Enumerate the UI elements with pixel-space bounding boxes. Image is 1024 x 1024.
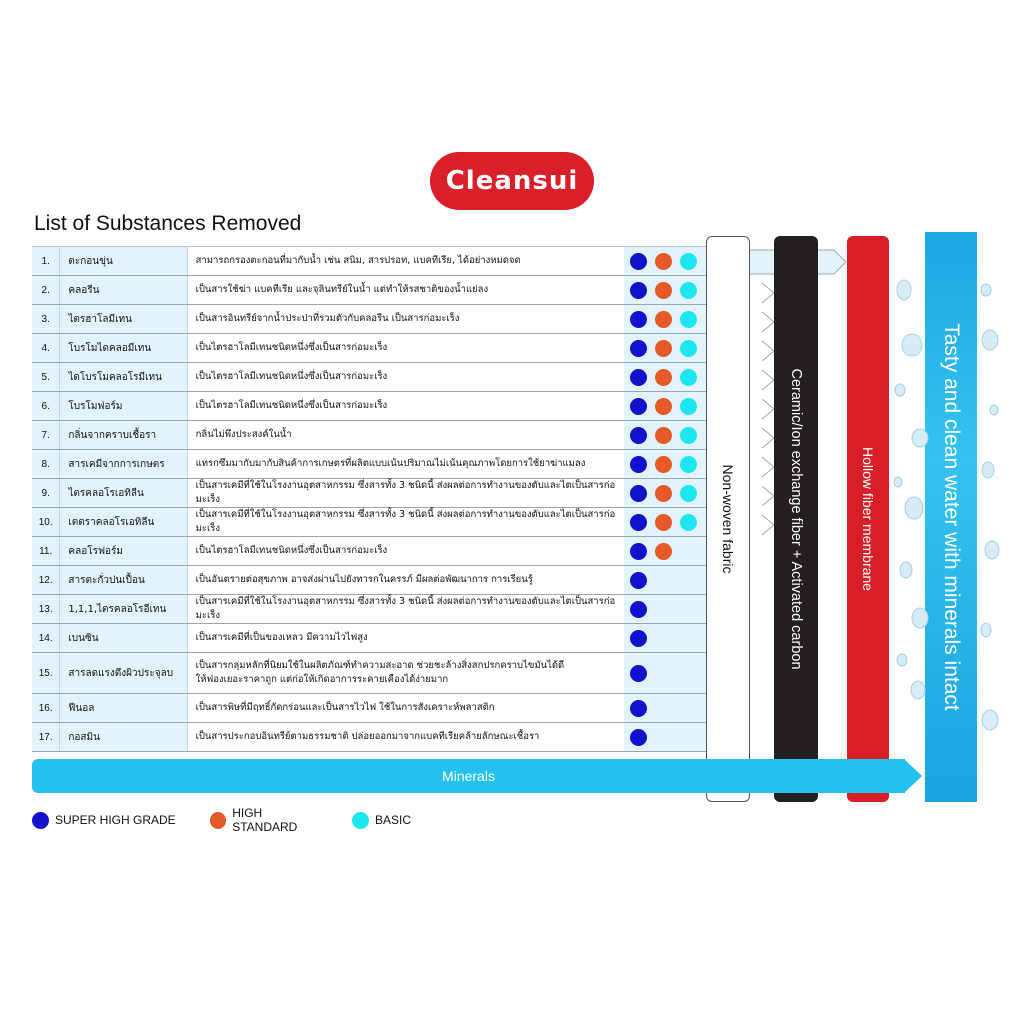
row-chevron <box>762 515 774 535</box>
substance-name: คลอโรฟอร์ม <box>60 537 187 565</box>
substance-name: กอสมิน <box>60 723 187 751</box>
substance-name: ตะกอนขุ่น <box>60 247 187 275</box>
substance-description: เป็นสารเคมีที่ใช้ในโรงงานอุตสาหกรรม ซึ่งสารทั้ง 3 ชนิดนี้ ส่งผลต่อการทำงานของตับและไตเป็นสารก่อมะเร็ง <box>188 479 624 507</box>
description-line-2: ให้ฟองเยอะราคาถูก แต่ก่อให้เกิดอาการระคายเคืองได้ง่ายมาก <box>195 674 449 685</box>
substance-name: ไดโบรโมคลอโรมีเทน <box>60 363 187 391</box>
substance-description: เป็นไตรฮาโลมีเทนชนิดหนึ่งซึ่งเป็นสารก่อมะเร็ง <box>188 392 624 420</box>
basic-grade-dot <box>680 340 697 357</box>
grade-dots <box>624 508 706 536</box>
minerals-flow-bar: Minerals <box>32 759 905 793</box>
high-grade-dot <box>655 456 672 473</box>
basic-grade-dot <box>680 456 697 473</box>
substance-name: กลิ่นจากคราบเชื้อรา <box>60 421 187 449</box>
row-number: 8. <box>32 450 60 478</box>
row-number: 14. <box>32 624 60 652</box>
basic-grade-dot <box>680 282 697 299</box>
substance-name: เตตราคลอโรเอทิลีน <box>60 508 187 536</box>
super-grade-dot <box>630 485 647 502</box>
row-number: 9. <box>32 479 60 507</box>
grade-dots <box>624 566 706 594</box>
substance-description: เป็นสารอินทรีย์จากน้ำประปาที่รวมตัวกับคลอรีน เป็นสารก่อมะเร็ง <box>188 305 624 333</box>
super-grade-dot <box>630 340 647 357</box>
high-legend-dot <box>210 812 226 829</box>
super-grade-dot <box>630 398 647 415</box>
high-grade-dot <box>655 485 672 502</box>
basic-legend-dot <box>352 812 369 829</box>
substance-name: 1,1,1,ไตรคลอโรอีเทน <box>60 595 187 623</box>
legend-item-super <box>32 812 184 829</box>
high-grade-dot <box>655 311 672 328</box>
substance-name: ไตรฮาโลมีเทน <box>60 305 187 333</box>
substance-description: เป็นสารใช้ฆ่า แบคทีเรีย และจุลินทรีย์ในน้ำ แต่ทำให้รสชาติของน้ำแย่ลง <box>188 276 624 304</box>
row-number: 1. <box>32 247 60 275</box>
substance-description: เป็นไตรฮาโลมีเทนชนิดหนึ่งซึ่งเป็นสารก่อมะเร็ง <box>188 363 624 391</box>
super-grade-dot <box>630 665 647 682</box>
basic-grade-dot <box>680 253 697 270</box>
table-row <box>32 723 706 752</box>
high-grade-dot <box>655 253 672 270</box>
grade-dots <box>624 595 706 623</box>
table-row <box>32 276 706 305</box>
substance-description: เป็นสารเคมีที่ใช้ในโรงงานอุตสาหกรรม ซึ่งสารทั้ง 3 ชนิดนี้ ส่งผลต่อการทำงานของตับและไตเป็นสารก่อมะเร็ง <box>188 508 624 536</box>
legend-label: HIGH STANDARD <box>232 806 298 834</box>
table-row <box>32 305 706 334</box>
substance-name: โบรโมไดคลอมีเทน <box>60 334 187 362</box>
row-number: 6. <box>32 392 60 420</box>
row-chevron <box>762 341 774 361</box>
row-number: 13. <box>32 595 60 623</box>
super-grade-dot <box>630 427 647 444</box>
substance-name: ไตรคลอโรเอทิลีน <box>60 479 187 507</box>
substance-description: เป็นสารเคมีที่เป็นของเหลว มีความไวไฟสูง <box>188 624 624 652</box>
substance-description: เป็นอันตรายต่อสุขภาพ อาจส่งผ่านไปยังทารกในครรภ์ มีผลต่อพัฒนาการ การเรียนรู้ <box>188 566 624 594</box>
stage-water-label: Tasty and clean water with minerals intact <box>940 323 963 711</box>
row-chevron <box>762 399 774 419</box>
grade-dots <box>624 305 706 333</box>
row-number: 7. <box>32 421 60 449</box>
row-chevron <box>762 312 774 332</box>
high-grade-dot <box>655 369 672 386</box>
substance-name: ฟีนอล <box>60 694 187 722</box>
substance-description: เป็นไตรฮาโลมีเทนชนิดหนึ่งซึ่งเป็นสารก่อมะเร็ง <box>188 537 624 565</box>
super-grade-dot <box>630 572 647 589</box>
high-grade-dot <box>655 427 672 444</box>
row-number: 11. <box>32 537 60 565</box>
grade-dots <box>624 392 706 420</box>
row-chevron <box>762 428 774 448</box>
row-chevron <box>762 486 774 506</box>
table-row <box>32 392 706 421</box>
water-droplets-decoration <box>890 250 1010 750</box>
row-chevron <box>762 370 774 390</box>
grade-dots <box>624 450 706 478</box>
substance-description: แทรกซึมมากับมากับสินค้าการเกษตรที่ผลิตแบบเน้นปริมาณไม่เน้นคุณภาพโดยการใช้ยาฆ่าแมลง <box>188 450 624 478</box>
substance-name: สารลดแรงตึงผิวประจุลบ <box>60 653 187 693</box>
legend-label: BASIC <box>375 813 412 827</box>
stage-non-woven-fabric <box>706 236 750 802</box>
table-row <box>32 566 706 595</box>
legend-item-basic <box>352 812 411 829</box>
row-number: 2. <box>32 276 60 304</box>
super-grade-dot <box>630 700 647 717</box>
grade-dots <box>624 653 706 693</box>
description-line-1: เป็นสารกลุ่มหลักที่นิยมใช้ในผลิตภัณฑ์ทำความสะอาด ช่วยชะล้างสิ่งสกปรกคราบไขมันได้ดี <box>195 660 565 671</box>
grade-dots <box>624 276 706 304</box>
stage-fabric-label: Non-woven fabric <box>720 464 736 574</box>
substance-name: โบรโมฟอร์ม <box>60 392 187 420</box>
row-number: 17. <box>32 723 60 751</box>
super-grade-dot <box>630 311 647 328</box>
super-grade-dot <box>630 630 647 647</box>
grade-dots <box>624 247 706 275</box>
stage-hollow-label: Hollow fiber membrane <box>860 447 876 591</box>
table-row <box>32 363 706 392</box>
super-grade-dot <box>630 601 647 618</box>
row-number: 16. <box>32 694 60 722</box>
table-row <box>32 247 706 276</box>
substance-description: เป็นสารพิษที่มีฤทธิ์กัดกร่อนและเป็นสารไวไฟ ใช้ในการสังเคราะห์พลาสติก <box>188 694 624 722</box>
legend-item-high <box>210 806 326 834</box>
table-row <box>32 595 706 624</box>
super-grade-dot <box>630 729 647 746</box>
table-row <box>32 450 706 479</box>
grade-legend <box>32 806 437 834</box>
super-grade-dot <box>630 514 647 531</box>
row-number: 5. <box>32 363 60 391</box>
basic-grade-dot <box>680 485 697 502</box>
substance-name: สารเคมีจากการเกษตร <box>60 450 187 478</box>
high-grade-dot <box>655 514 672 531</box>
substances-table <box>32 246 706 752</box>
high-grade-dot <box>655 543 672 560</box>
grade-dots <box>624 363 706 391</box>
row-chevron <box>762 457 774 477</box>
substance-name: สารตะกั่วปนเปื้อน <box>60 566 187 594</box>
table-row <box>32 653 706 694</box>
row-number: 3. <box>32 305 60 333</box>
super-grade-dot <box>630 543 647 560</box>
minerals-arrowhead <box>904 759 922 793</box>
basic-grade-dot <box>680 311 697 328</box>
row-number: 10. <box>32 508 60 536</box>
basic-grade-dot <box>680 514 697 531</box>
grade-dots <box>624 624 706 652</box>
substance-description: เป็นสารประกอบอินทรีย์ตามธรรมชาติ ปล่อยออกมาจากแบคทีเรียคล้ายลักษณะเชื้อรา <box>188 723 624 751</box>
grade-dots <box>624 479 706 507</box>
grade-dots <box>624 334 706 362</box>
grade-dots <box>624 537 706 565</box>
stage-carbon-label: Ceramic/Ion exchange fiber + Activated carbon <box>788 368 804 670</box>
page-title: List of Substances Removed <box>34 212 302 235</box>
substance-name: เบนซิน <box>60 624 187 652</box>
grade-dots <box>624 723 706 751</box>
table-row <box>32 479 706 508</box>
substance-description: สามารถกรองตะกอนที่มากับน้ำ เช่น สนิม, สารปรอท, แบคทีเรีย, ได้อย่างหมดจด <box>188 247 624 275</box>
basic-grade-dot <box>680 398 697 415</box>
legend-label: SUPER HIGH GRADE <box>55 813 176 827</box>
high-grade-dot <box>655 340 672 357</box>
super-legend-dot <box>32 812 49 829</box>
super-grade-dot <box>630 369 647 386</box>
substance-description: เป็นสารเคมีที่ใช้ในโรงงานอุตสาหกรรม ซึ่งสารทั้ง 3 ชนิดนี้ ส่งผลต่อการทำงานของตับและไตเป็นสารก่อมะเร็ง <box>188 595 624 623</box>
substance-description: กลิ่นไม่พึงประสงค์ในน้ำ <box>188 421 624 449</box>
stage-activated-carbon <box>774 236 818 802</box>
table-row <box>32 508 706 537</box>
grade-dots <box>624 421 706 449</box>
super-grade-dot <box>630 282 647 299</box>
table-row <box>32 334 706 363</box>
row-chevron <box>762 283 774 303</box>
cleansui-logo: Cleansui <box>430 152 594 210</box>
grade-dots <box>624 694 706 722</box>
high-grade-dot <box>655 398 672 415</box>
table-row <box>32 421 706 450</box>
high-grade-dot <box>655 282 672 299</box>
stage-hollow-fiber <box>847 236 889 802</box>
substance-name: คลอรีน <box>60 276 187 304</box>
substance-description: เป็นไตรฮาโลมีเทนชนิดหนึ่งซึ่งเป็นสารก่อมะเร็ง <box>188 334 624 362</box>
row-number: 4. <box>32 334 60 362</box>
basic-grade-dot <box>680 369 697 386</box>
row-number: 15. <box>32 653 60 693</box>
substance-description <box>188 653 624 693</box>
table-row <box>32 537 706 566</box>
super-grade-dot <box>630 456 647 473</box>
basic-grade-dot <box>680 427 697 444</box>
row-number: 12. <box>32 566 60 594</box>
super-grade-dot <box>630 253 647 270</box>
table-row <box>32 694 706 723</box>
table-row <box>32 624 706 653</box>
